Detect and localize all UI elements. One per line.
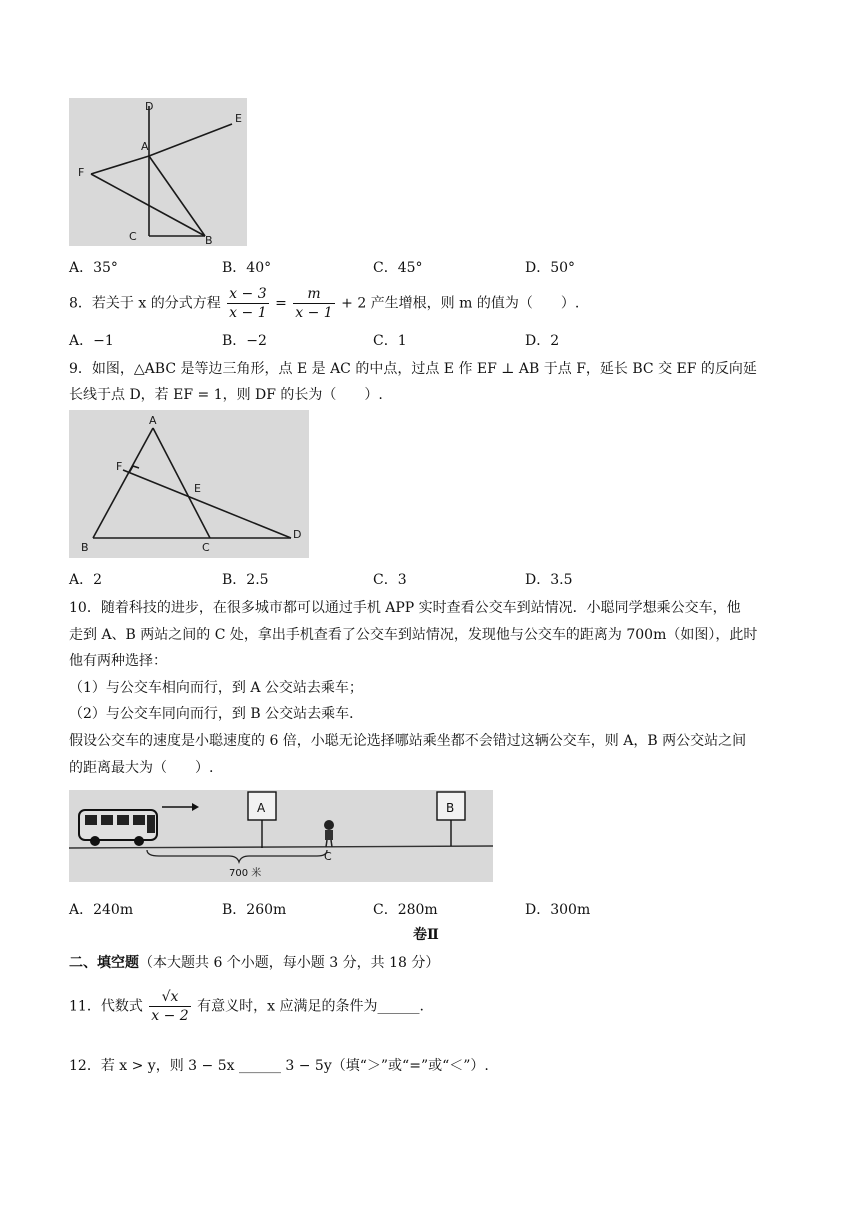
- q9-line1: 9．如图，△ABC 是等边三角形，点 E 是 AC 的中点，过点 E 作 EF ⊥ AB 于点 F，延长 BC 交 EF 的反向延: [69, 361, 757, 377]
- q10-option-d: D．300m: [525, 902, 591, 918]
- q11-suffix: 有意义时，x 应满足的条件为______.: [197, 998, 424, 1015]
- section-2-desc: （本大题共 6 个小题，每小题 3 分，共 18 分）: [139, 955, 440, 971]
- label-A: A: [141, 140, 149, 153]
- q8-fraction-right: [293, 285, 334, 322]
- q8-option-b: B．−2: [222, 333, 267, 349]
- label-A: A: [149, 414, 157, 427]
- label-D: D: [145, 100, 154, 113]
- q8-fraction-left: [227, 285, 268, 322]
- label-B: B: [81, 541, 89, 554]
- q10-line5: （2）与公交车同向而行，到 B 公交站去乘车．: [69, 706, 364, 722]
- label-F: F: [116, 460, 123, 473]
- distance-label: 700 米: [229, 868, 262, 879]
- point-c-label: C: [324, 850, 332, 863]
- arrow-right-icon: [162, 803, 199, 811]
- q10-line4: （1）与公交车相向而行，到 A 公交站去乘车；: [69, 680, 363, 696]
- section-2-title: 二、填空题: [69, 955, 139, 971]
- q8-frac2-num: m: [293, 285, 334, 304]
- stop-a-label: A: [257, 801, 266, 815]
- q9-option-b: B．2.5: [222, 572, 269, 588]
- q8-equals: =: [275, 295, 287, 312]
- person-icon: [324, 820, 334, 847]
- q11-number: 11．代数式: [69, 998, 143, 1015]
- figure-q10: [69, 790, 493, 882]
- q8-option-a: A．−1: [69, 333, 114, 349]
- label-E: E: [235, 112, 242, 125]
- q8-option-d: D．2: [525, 333, 560, 349]
- bus-stop-b: [437, 792, 465, 846]
- figure-q9-svg: [69, 410, 309, 558]
- section-2-heading: [69, 952, 439, 972]
- q8-number: 8．: [69, 295, 92, 312]
- q8-frac2-den: x − 1: [295, 305, 333, 321]
- q8-prefix: 若关于 x 的分式方程: [91, 295, 221, 312]
- q7-option-a: A．35°: [69, 260, 118, 276]
- q10-option-c: C．280m: [373, 902, 438, 918]
- label-C: C: [129, 230, 137, 243]
- q7-option-b: B．40°: [222, 260, 272, 276]
- q8-option-c: C．1: [373, 333, 407, 349]
- bus-stop-a: [248, 792, 276, 848]
- q8-frac1-den: x − 1: [229, 305, 267, 321]
- label-B: B: [205, 234, 213, 246]
- q7-option-c: C．45°: [373, 260, 423, 276]
- q11-fraction: [149, 988, 190, 1025]
- q10-line6: 假设公交车的速度是小聪速度的 6 倍，小聪无论选择哪站乘坐都不会错过这辆公交车，则 A，B 两公交站之间: [69, 733, 747, 749]
- q10-line7: 的距离最大为（ ）.: [69, 760, 214, 776]
- label-C: C: [202, 541, 210, 554]
- label-D: D: [293, 528, 302, 541]
- q10-line2: 走到 A、B 两站之间的 C 处，拿出手机查看了公交车到站情况，发现他与公交车的距离为 700m（如图），此时: [69, 627, 758, 643]
- volume-title: 卷Ⅱ: [413, 927, 439, 943]
- q9-option-a: A．2: [69, 572, 103, 588]
- figure-q9: [69, 410, 309, 558]
- q9-option-d: D．3.5: [525, 572, 573, 588]
- figure-q10-svg: [69, 790, 493, 882]
- q9-option-c: C．3: [373, 572, 407, 588]
- q12-question: 12．若 x > y，则 3 − 5x ______ 3 − 5y（填“＞”或“=”或“＜”）.: [69, 1058, 489, 1074]
- q10-option-b: B．260m: [222, 902, 287, 918]
- label-E: E: [194, 482, 201, 495]
- q8-frac1-num: x − 3: [229, 286, 267, 302]
- q11-question: [69, 988, 424, 1025]
- stop-b-label: B: [446, 801, 455, 815]
- distance-brace: [147, 850, 327, 862]
- q10-option-a: A．240m: [69, 902, 134, 918]
- q8-suffix: + 2 产生增根，则 m 的值为（ ）.: [341, 295, 580, 312]
- q11-frac-num: √x: [149, 988, 190, 1007]
- q11-frac-den: x − 2: [151, 1008, 189, 1024]
- figure-q7-svg: [69, 98, 247, 246]
- q9-line2: 长线于点 D，若 EF = 1，则 DF 的长为（ ）.: [69, 387, 383, 403]
- figure-q7: [69, 98, 247, 246]
- bus-icon: [79, 810, 157, 846]
- q7-option-d: D．50°: [525, 260, 576, 276]
- q10-line3: 他有两种选择：: [69, 653, 167, 669]
- q10-line1: 10．随着科技的进步，在很多城市都可以通过手机 APP 实时查看公交车到站情况．小聪同学想乘公交车，他: [69, 600, 741, 616]
- label-F: F: [78, 166, 85, 179]
- q8-question: [69, 285, 579, 322]
